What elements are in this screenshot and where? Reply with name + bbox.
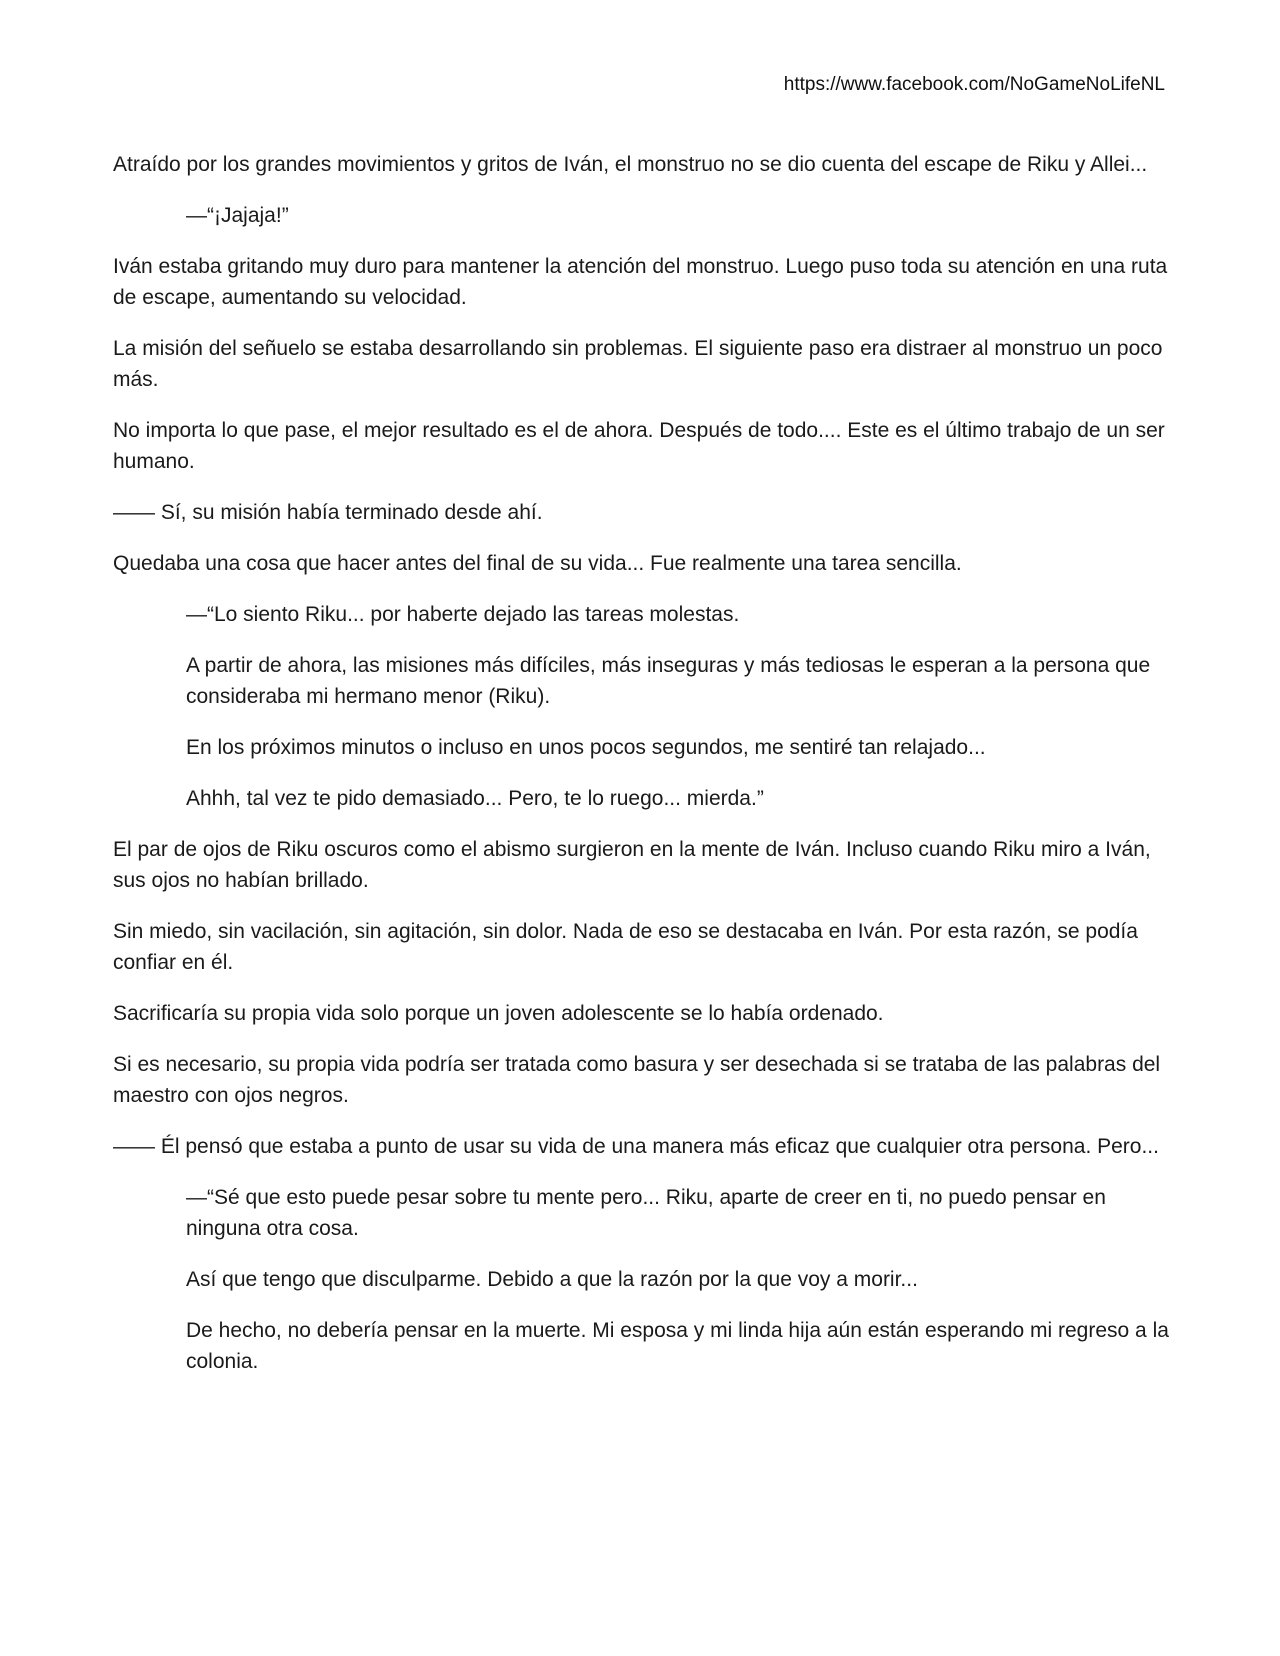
paragraph-dialogue: —“Sé que esto puede pesar sobre tu mente pero... Riku, aparte de creer en ti, no puedo pensar en ninguna otra cosa. bbox=[186, 1186, 1106, 1240]
paragraph-dialogue: Ahhh, tal vez te pido demasiado... Pero, te lo ruego... mierda.” bbox=[186, 787, 764, 810]
paragraph: La misión del señuelo se estaba desarrollando sin problemas. El siguiente paso era distraer al monstruo un poco más. bbox=[113, 337, 1163, 391]
paragraph: Sin miedo, sin vacilación, sin agitación, sin dolor. Nada de eso se destacaba en Iván. Por esta razón, se podía confiar en él. bbox=[113, 920, 1138, 974]
paragraph-dialogue: A partir de ahora, las misiones más difíciles, más inseguras y más tediosas le esperan a la persona que consideraba mi hermano menor (Riku). bbox=[186, 654, 1151, 708]
paragraph-dialogue: De hecho, no debería pensar en la muerte. Mi esposa y mi linda hija aún están esperando mi regreso a la colonia. bbox=[186, 1319, 1169, 1373]
paragraph: El par de ojos de Riku oscuros como el abismo surgieron en la mente de Iván. Incluso cuando Riku miro a Iván, sus ojos no habían brillado. bbox=[113, 838, 1151, 892]
paragraph: —— Él pensó que estaba a punto de usar su vida de una manera más eficaz que cualquier otra persona. Pero... bbox=[113, 1135, 1159, 1158]
paragraph-dialogue: Así que tengo que disculparme. Debido a que la razón por la que voy a morir... bbox=[186, 1268, 918, 1291]
paragraph: Sacrificaría su propia vida solo porque un joven adolescente se lo había ordenado. bbox=[113, 1002, 884, 1025]
header-url: https://www.facebook.com/NoGameNoLifeNL bbox=[783, 74, 1165, 95]
paragraph: Atraído por los grandes movimientos y gritos de Iván, el monstruo no se dio cuenta del escape de Riku y Allei... bbox=[113, 153, 1148, 176]
paragraph: Si es necesario, su propia vida podría ser tratada como basura y ser desechada si se trataba de las palabras del maestro con ojos negros. bbox=[113, 1053, 1161, 1107]
paragraph: —— Sí, su misión había terminado desde ahí. bbox=[113, 501, 543, 524]
paragraph-dialogue: —“Lo siento Riku... por haberte dejado las tareas molestas. bbox=[186, 603, 740, 626]
paragraph-dialogue: —“¡Jajaja!” bbox=[186, 204, 289, 227]
paragraph-dialogue: En los próximos minutos o incluso en unos pocos segundos, me sentiré tan relajado... bbox=[186, 736, 986, 759]
paragraph: Quedaba una cosa que hacer antes del final de su vida... Fue realmente una tarea sencilla. bbox=[113, 552, 962, 575]
paragraph: Iván estaba gritando muy duro para mantener la atención del monstruo. Luego puso toda su atención en una ruta de escape, aumentando su velocidad. bbox=[113, 255, 1168, 309]
paragraph: No importa lo que pase, el mejor resultado es el de ahora. Después de todo.... Este es el último trabajo de un ser humano. bbox=[113, 419, 1165, 473]
page-body bbox=[113, 149, 1170, 1397]
